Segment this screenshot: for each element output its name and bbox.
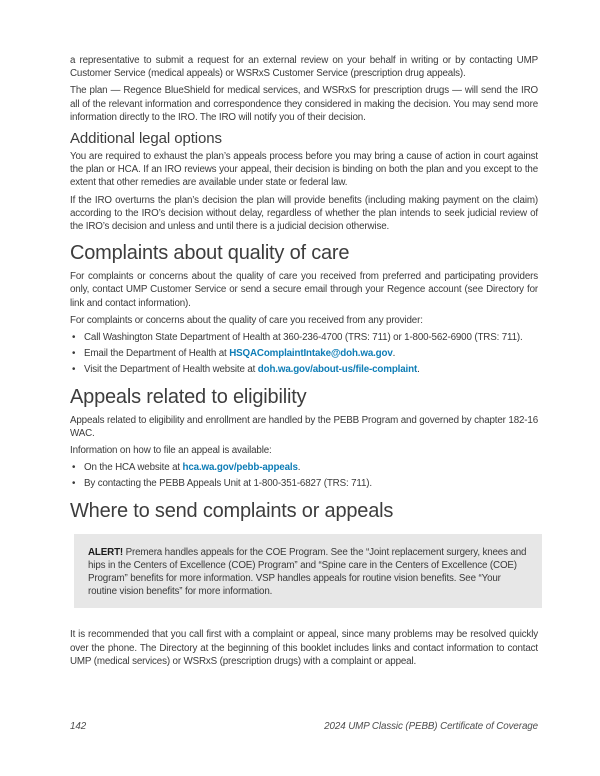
list-item-hca-website (70, 461, 538, 474)
list-item-pebb-appeals-unit (70, 477, 538, 490)
bullet-marker: • (72, 332, 76, 344)
paragraph-plan-sends-iro: The plan — Regence BlueShield for medical services, and WSRxS for prescription drugs — will send the IRO all of the relevant information and correspondence they considered in making the decision. You may send more information directly to the IRO. The IRO will notify you of their decision. (70, 85, 538, 123)
page-number: 142 (70, 721, 87, 732)
heading-appeals-eligibility: Appeals related to eligibility (70, 385, 307, 408)
heading-complaints-quality-of-care: Complaints about quality of care (70, 242, 350, 265)
link-doh-email[interactable]: HSQAComplaintIntake@doh.wa.gov (229, 348, 393, 360)
paragraph-quality-any-provider: For complaints or concerns about the quality of care you received from any provider: (70, 314, 423, 326)
bullet-marker: • (72, 462, 76, 474)
list-item-text: . (297, 462, 301, 474)
bullet-list-quality (70, 331, 538, 377)
list-item-email-doh (70, 347, 538, 360)
link-hca-pebb-appeals[interactable]: hca.wa.gov/pebb-appeals (182, 462, 298, 474)
bullet-list-eligibility (70, 461, 538, 490)
list-item-text: Email the Department of Health at (84, 348, 230, 360)
list-item-text: . (392, 348, 396, 360)
alert-text (88, 546, 528, 599)
bullet-marker: • (72, 364, 76, 376)
paragraph-quality-preferred-providers: For complaints or concerns about the quality of care you received from preferred and participating providers only, contact UMP Customer Service or send a secure email through your Regence account (see Directory for link and contact information). (70, 271, 538, 309)
list-item-text: On the HCA website at (84, 462, 183, 474)
footer-doc-title: 2024 UMP Classic (PEBB) Certificate of Coverage (324, 721, 538, 732)
paragraph-exhaust-appeals: You are required to exhaust the plan’s appeals process before you may bring a cause of action in court against the plan or HCA. If an IRO reviews your appeal, their decision is binding on both the plan and you except to the extent that other remedies are available under state or federal law. (70, 151, 538, 189)
list-item-text: Visit the Department of Health website at (84, 364, 258, 376)
heading-additional-legal-options: Additional legal options (70, 130, 222, 148)
list-item-text: . (417, 364, 420, 376)
page-footer (70, 721, 538, 732)
paragraph-iro-overturns: If the IRO overturns the plan’s decision the plan will provide benefits (including making payment on the claim) according to the IRO’s decision without delay, regardless of whether the plan intends to seek judicial review of the IRO’s decision and unless and until there is a judicial decision otherwise. (70, 194, 538, 233)
paragraph-eligibility-pebb: Appeals related to eligibility and enrollment are handled by the PEBB Program and governed by chapter 182-16 WAC. (70, 414, 538, 439)
paragraph-external-review: a representative to submit a request for an external review on your behalf in writing or by contacting UMP Customer Service (medical appeals) or WSRxS Customer Service (prescription drug appeals). (70, 55, 538, 80)
alert-label: ALERT! (88, 546, 124, 558)
paragraph-call-first: It is recommended that you call first with a complaint or appeal, since many problems may be resolved quickly over the phone. The Directory at the beginning of this booklet includes links and contact information to contact UMP (medical services) or WSRxS (prescription drugs) with a complaint or appeal. (70, 629, 538, 667)
list-item-visit-doh-website (70, 363, 538, 376)
bullet-marker: • (72, 348, 76, 360)
paragraph-how-to-file: Information on how to file an appeal is available: (70, 445, 272, 457)
alert-box (74, 534, 542, 609)
bullet-marker: • (72, 478, 76, 490)
list-item-text: Call Washington State Department of Health at 360-236-4700 (TRS: 711) or 1-800-562-6900 (TRS: 711). (84, 332, 523, 344)
alert-body-text: Premera handles appeals for the COE Program. See the “Joint replacement surgery, knees and hips in the Centers of Excellence (COE) Program” and “Spine care in the Centers of Excellence (COE) Program” benefits for more information. VSP handles appeals for routine vision benefits. See “Your routine vision benefits” for more information. (88, 546, 527, 598)
heading-where-to-send: Where to send complaints or appeals (70, 499, 394, 522)
list-item-text: By contacting the PEBB Appeals Unit at 1-800-351-6827 (TRS: 711). (84, 478, 372, 490)
list-item-call-doh (70, 331, 538, 344)
link-doh-file-complaint[interactable]: doh.wa.gov/about-us/file-complaint (257, 364, 418, 376)
